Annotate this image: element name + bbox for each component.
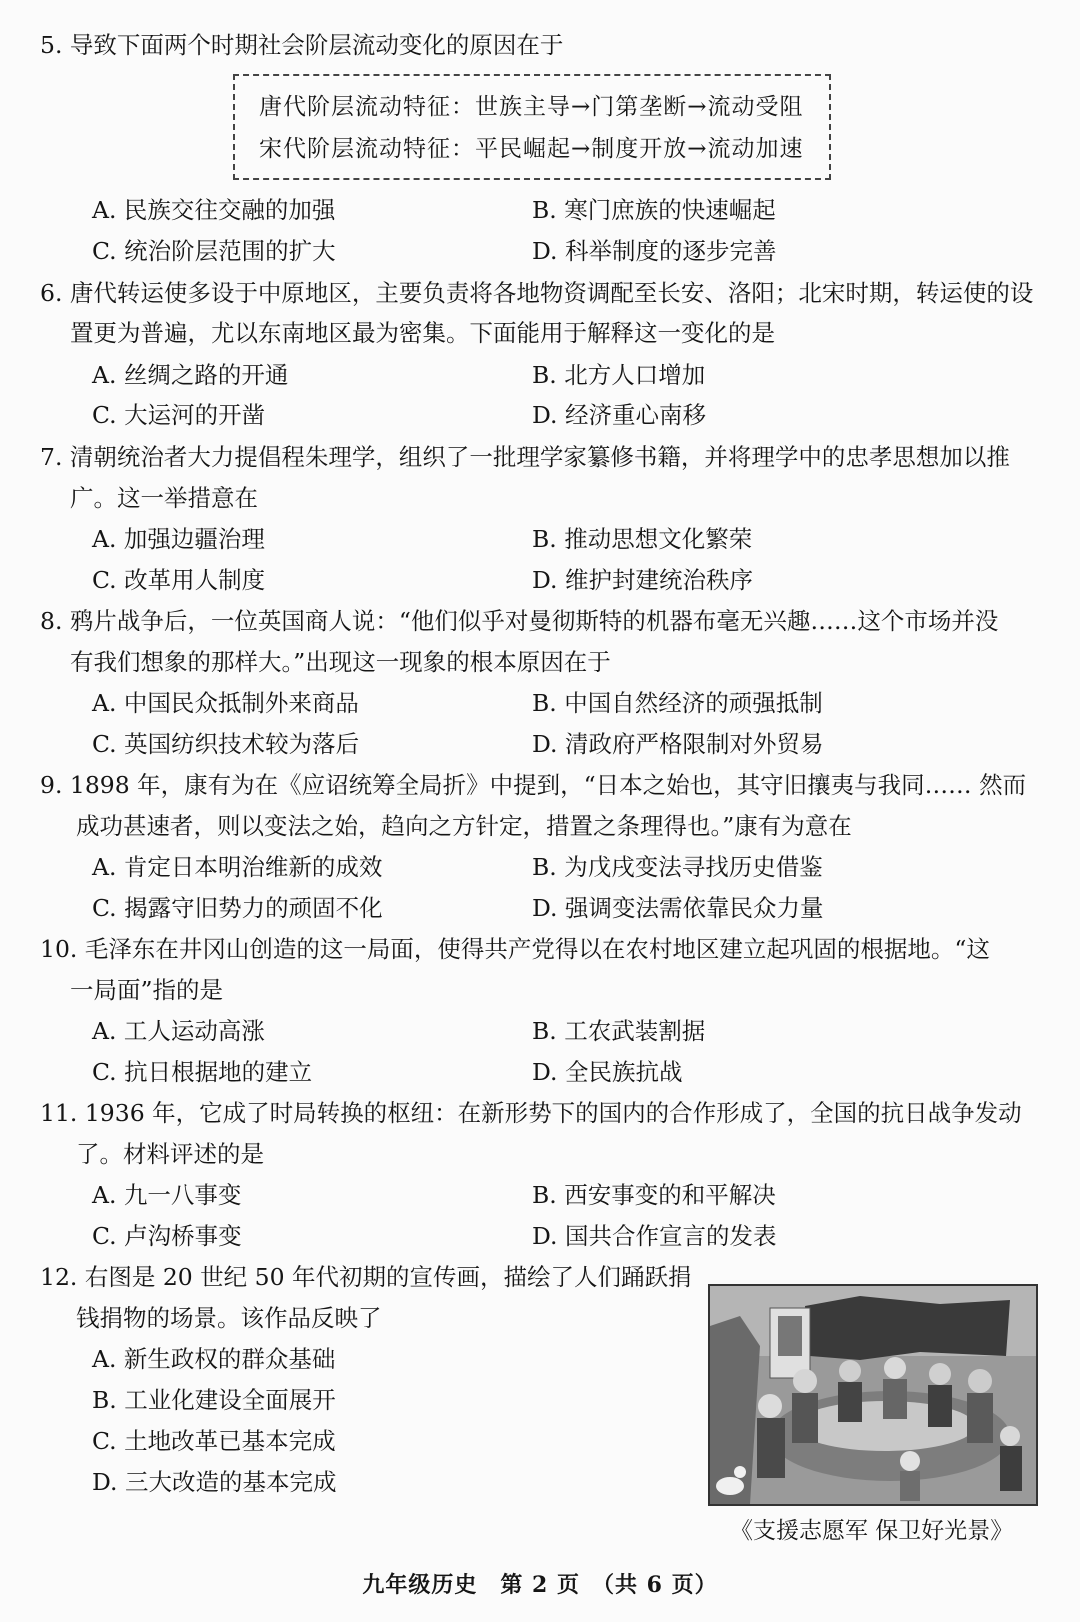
q10-stem-line1: 10. 毛泽东在井冈山创造的这一局面，使得共产党得以在农村地区建立起巩固的根据地。“这 xyxy=(40,935,990,963)
q8-stem-line2: 有我们想象的那样大。”出现这一现象的根本原因在于 xyxy=(70,648,611,676)
q6-option-c[interactable]: C. 大运河的开凿 xyxy=(92,401,266,429)
q8-option-d[interactable]: D. 清政府严格限制对外贸易 xyxy=(532,730,824,758)
q12-option-d[interactable]: D. 三大改造的基本完成 xyxy=(92,1468,337,1496)
propaganda-painting-image xyxy=(708,1284,1038,1506)
q5-comparison-box xyxy=(233,74,831,180)
q5-option-b[interactable]: B. 寒门庶族的快速崛起 xyxy=(532,196,776,224)
q5-option-c[interactable]: C. 统治阶层范围的扩大 xyxy=(92,237,336,265)
page-footer: 九年级历史 第 2 页 （共 6 页） xyxy=(362,1572,718,1598)
q5-option-a[interactable]: A. 民族交往交融的加强 xyxy=(92,196,336,224)
q7-stem-line1: 7. 清朝统治者大力提倡程朱理学，组织了一批理学家纂修书籍，并将理学中的忠孝思想加以推 xyxy=(40,443,1010,471)
q10-option-a[interactable]: A. 工人运动高涨 xyxy=(92,1017,265,1045)
q5-option-d[interactable]: D. 科举制度的逐步完善 xyxy=(532,237,777,265)
q10-option-c[interactable]: C. 抗日根据地的建立 xyxy=(92,1058,313,1086)
q7-option-b[interactable]: B. 推动思想文化繁荣 xyxy=(532,525,753,553)
q10-stem-line2: 一局面”指的是 xyxy=(70,976,224,1004)
q9-option-a[interactable]: A. 肯定日本明治维新的成效 xyxy=(92,853,383,881)
q9-option-c[interactable]: C. 揭露守旧势力的顽固不化 xyxy=(92,894,383,922)
q5-box-song: 宋代阶层流动特征：平民崛起→制度开放→流动加速 xyxy=(259,136,804,162)
q9-stem-line1: 9. 1898 年，康有为在《应诏统筹全局折》中提到，“日本之始也，其守旧攘夷与我同…… 然而 xyxy=(40,771,1027,799)
q7-option-c[interactable]: C. 改革用人制度 xyxy=(92,566,266,594)
q5-box-tang: 唐代阶层流动特征：世族主导→门第垄断→流动受阻 xyxy=(259,94,804,120)
q11-stem-line2: 了。材料评述的是 xyxy=(76,1140,264,1168)
q5-stem: 5. 导致下面两个时期社会阶层流动变化的原因在于 xyxy=(40,31,564,59)
q11-option-b[interactable]: B. 西安事变的和平解决 xyxy=(532,1181,776,1209)
q7-option-d[interactable]: D. 维护封建统治秩序 xyxy=(532,566,753,594)
q10-option-b[interactable]: B. 工农武装割据 xyxy=(532,1017,706,1045)
q12-stem-line2: 钱捐物的场景。该作品反映了 xyxy=(76,1304,382,1332)
q9-stem-line2: 成功甚速者，则以变法之始，趋向之方针定，措置之条理得也。”康有为意在 xyxy=(76,812,852,840)
q8-option-a[interactable]: A. 中国民众抵制外来商品 xyxy=(92,689,359,717)
figure-caption: 《支援志愿军 保卫好光景》 xyxy=(730,1518,1014,1544)
q12-option-c[interactable]: C. 土地改革已基本完成 xyxy=(92,1427,336,1455)
q7-option-a[interactable]: A. 加强边疆治理 xyxy=(92,525,265,553)
q9-option-d[interactable]: D. 强调变法需依靠民众力量 xyxy=(532,894,824,922)
q6-stem-line2: 置更为普遍，尤以东南地区最为密集。下面能用于解释这一变化的是 xyxy=(70,319,775,347)
q11-option-c[interactable]: C. 卢沟桥事变 xyxy=(92,1222,242,1250)
q8-option-b[interactable]: B. 中国自然经济的顽强抵制 xyxy=(532,689,823,717)
q6-option-d[interactable]: D. 经济重心南移 xyxy=(532,401,706,429)
q11-stem-line1: 11. 1936 年，它成了时局转换的枢纽：在新形势下的国内的合作形成了，全国的抗日战争发动 xyxy=(40,1099,1022,1127)
q8-option-c[interactable]: C. 英国纺织技术较为落后 xyxy=(92,730,360,758)
q12-option-a[interactable]: A. 新生政权的群众基础 xyxy=(92,1345,336,1373)
q11-option-d[interactable]: D. 国共合作宣言的发表 xyxy=(532,1222,777,1250)
q10-option-d[interactable]: D. 全民族抗战 xyxy=(532,1058,683,1086)
q12-option-b[interactable]: B. 工业化建设全面展开 xyxy=(92,1386,336,1414)
q11-option-a[interactable]: A. 九一八事变 xyxy=(92,1181,242,1209)
q6-stem-line1: 6. 唐代转运使多设于中原地区，主要负责将各地物资调配至长安、洛阳；北宋时期，转运使的设 xyxy=(40,279,1034,307)
q6-option-b[interactable]: B. 北方人口增加 xyxy=(532,361,706,389)
q6-option-a[interactable]: A. 丝绸之路的开通 xyxy=(92,361,289,389)
q12-stem-line1: 12. 右图是 20 世纪 50 年代初期的宣传画，描绘了人们踊跃捐 xyxy=(40,1263,692,1291)
painting-illustration xyxy=(710,1286,1036,1504)
q7-stem-line2: 广。这一举措意在 xyxy=(70,484,258,512)
q9-option-b[interactable]: B. 为戊戌变法寻找历史借鉴 xyxy=(532,853,823,881)
q8-stem-line1: 8. 鸦片战争后，一位英国商人说：“他们似乎对曼彻斯特的机器布毫无兴趣……这个市场并没 xyxy=(40,607,999,635)
